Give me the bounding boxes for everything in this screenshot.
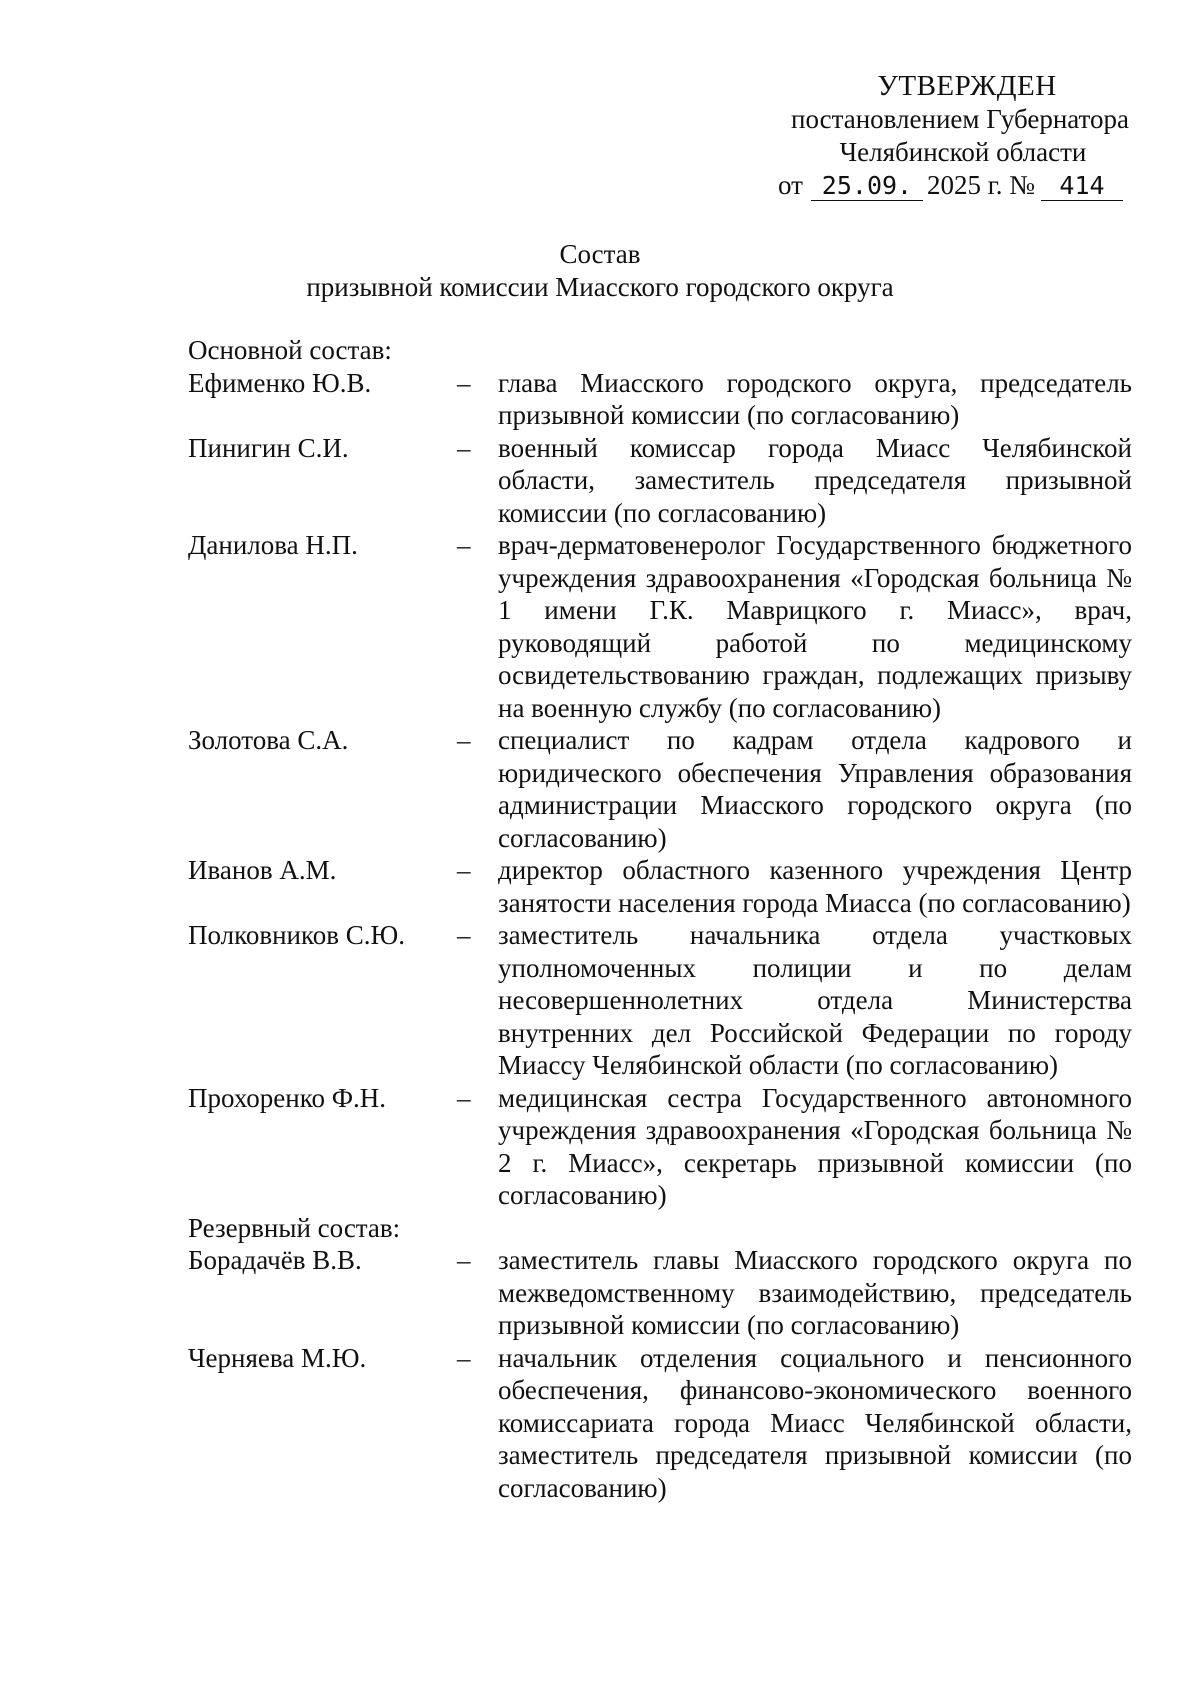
- main-composition-label: Основной состав:: [188, 335, 392, 365]
- approval-line-2: Челябинской области: [839, 137, 1087, 167]
- member-name: Прохоренко Ф.Н.: [188, 1082, 387, 1113]
- member-dash: –: [457, 530, 471, 560]
- approval-heading: УТВЕРЖДЕН: [877, 70, 1057, 102]
- member-position: военный комиссар города Миасс Челябинской области, заместитель председателя призывной комиссии (по согласованию): [498, 432, 1132, 528]
- approval-block: [760, 70, 1160, 202]
- member-dash: –: [457, 1082, 471, 1113]
- member-name: Черняева М.Ю.: [188, 1342, 367, 1373]
- member-position: глава Миасского городского округа, председатель призывной комиссии (по согласованию): [498, 367, 1132, 430]
- member-row: [188, 432, 1132, 530]
- member-row: [188, 724, 1132, 854]
- member-dash: –: [457, 432, 471, 463]
- member-name: Иванов А.М.: [188, 855, 337, 885]
- member-position: врач-дерматовенеролог Государственного бюджетного учреждения здравоохранения «Городская больница № 1 имени Г.К. Маврицкого г. Миасс», врач, руководящий работой по медицинскому освидетельствованию граждан, подлежащих призыву на военную службу (по согласованию): [498, 530, 1132, 723]
- member-dash: –: [457, 367, 471, 398]
- approval-line-1: постановлением Губернатора: [791, 104, 1129, 134]
- member-position: заместитель главы Миасского городского округа по межведомственному взаимодействию, председатель призывной комиссии (по согласованию): [498, 1245, 1132, 1340]
- approval-date-line: [778, 169, 1160, 202]
- member-row: [188, 1244, 1132, 1342]
- member-dash: –: [457, 1342, 471, 1373]
- decree-year: 2025 г. №: [926, 170, 1035, 200]
- member-position: специалист по кадрам отдела кадрового и юридического обеспечения Управления образования администрации Миасского городского округа (по согласованию): [498, 725, 1132, 853]
- member-name: Данилова Н.П.: [188, 530, 358, 560]
- decree-date: 25.09.: [811, 172, 923, 201]
- member-row: [188, 1082, 1132, 1212]
- title-line-2: призывной комиссии Миасского городского округа: [306, 272, 894, 302]
- commission-list: [188, 334, 1132, 1504]
- member-name: Полковников С.Ю.: [188, 920, 406, 950]
- member-name: Ефименко Ю.В.: [188, 367, 372, 398]
- member-row: [188, 1342, 1132, 1505]
- member-position: медицинская сестра Государственного автономного учреждения здравоохранения «Городская больница № 2 г. Миасс», секретарь призывной комиссии (по согласованию): [498, 1082, 1132, 1210]
- member-dash: –: [457, 1245, 471, 1275]
- member-row: [188, 919, 1132, 1082]
- member-name: Пинигин С.И.: [188, 432, 349, 463]
- member-dash: –: [457, 855, 471, 885]
- member-name: Борадачёв В.В.: [188, 1245, 362, 1275]
- reserve-composition-label: Резервный состав:: [188, 1212, 401, 1243]
- member-dash: –: [457, 725, 471, 755]
- member-row: [188, 854, 1132, 919]
- title-line-1: Состав: [559, 239, 641, 269]
- member-position: заместитель начальника отдела участковых уполномоченных полиции и по делам несовершеннолетних отдела Министерства внутренних дел Российской Федерации по городу Миассу Челябинской области (по согласованию): [498, 920, 1132, 1080]
- member-name: Золотова С.А.: [188, 725, 349, 755]
- document-title: [0, 238, 1200, 304]
- member-position: начальник отделения социального и пенсионного обеспечения, финансово-экономического военного комиссариата города Миасс Челябинской области, заместитель председателя призывной комиссии (по согласованию): [498, 1342, 1132, 1503]
- decree-number: 414: [1041, 172, 1123, 201]
- member-row: [188, 367, 1132, 432]
- member-row: [188, 529, 1132, 724]
- member-dash: –: [457, 920, 471, 950]
- date-prefix: от: [778, 170, 803, 200]
- member-position: директор областного казенного учреждения Центр занятости населения города Миасса (по согласованию): [498, 855, 1132, 918]
